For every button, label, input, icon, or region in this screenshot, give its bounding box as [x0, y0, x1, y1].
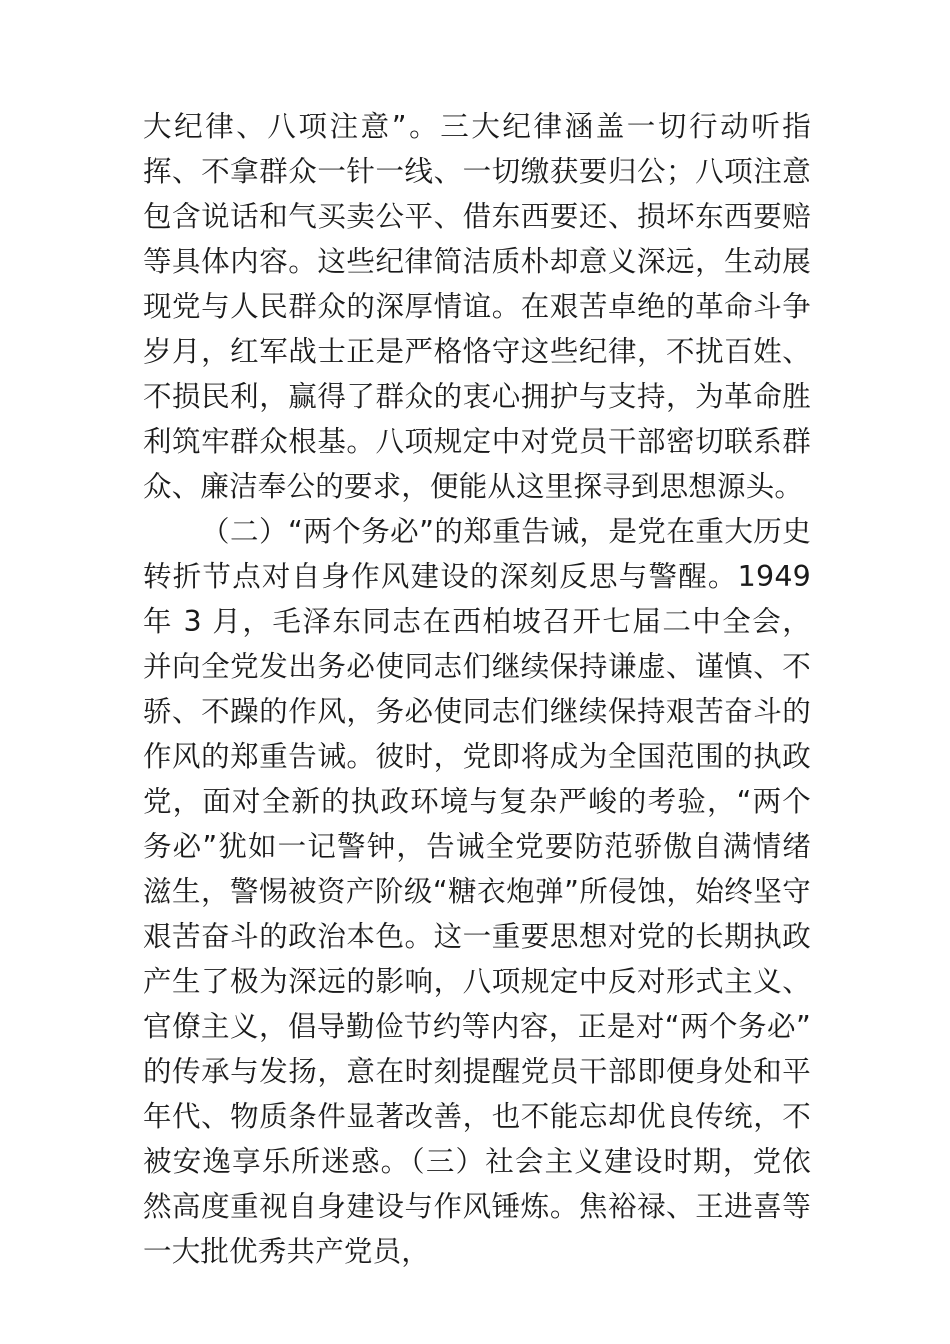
paragraph-section-two: （二）“两个务必”的郑重告诫，是党在重大历史转折节点对自身作风建设的深刻反思与警醒。1949 年 3 月，毛泽东同志在西柏坡召开七届二中全会，并向全党发出务必使同志们继续保持谦虚、谨慎、不骄、不躁的作风，务必使同志们继续保持艰苦奋斗的作风的郑重告诫。彼时，党即将成为全国范围的执政党，面对全新的执政环境与复杂严峻的考验，“两个务必”犹如一记警钟，告诫全党要防范骄傲自满情绪滋生，警惕被资产阶级“糖衣炮弹”所侵蚀，始终坚守艰苦奋斗的政治本色。这一重要思想对党的长期执政产生了极为深远的影响，八项规定中反对形式主义、官僚主义，倡导勤俭节约等内容，正是对“两个务必”的传承与发扬，意在时刻提醒党员干部即便身处和平年代、物质条件显著改善，也不能忘却优良传统，不被安逸享乐所迷惑。（三）社会主义建设时期，党依然高度重视自身建设与作风锤炼。焦裕禄、王进喜等一大批优秀共产党员， [143, 515, 811, 1268]
paragraph-continuation: 大纪律、八项注意”。三大纪律涵盖一切行动听指挥、不拿群众一针一线、一切缴获要归公；八项注意包含说话和气买卖公平、借东西要还、损坏东西要赔等具体内容。这些纪律简洁质朴却意义深远，生动展现党与人民群众的深厚情谊。在艰苦卓绝的革命斗争岁月，红军战士正是严格恪守这些纪律，不扰百姓、不损民利，赢得了群众的衷心拥护与支持，为革命胜利筑牢群众根基。八项规定中对党员干部密切联系群众、廉洁奉公的要求，便能从这里探寻到思想源头。 [143, 110, 811, 503]
body-text-column [143, 104, 811, 1274]
